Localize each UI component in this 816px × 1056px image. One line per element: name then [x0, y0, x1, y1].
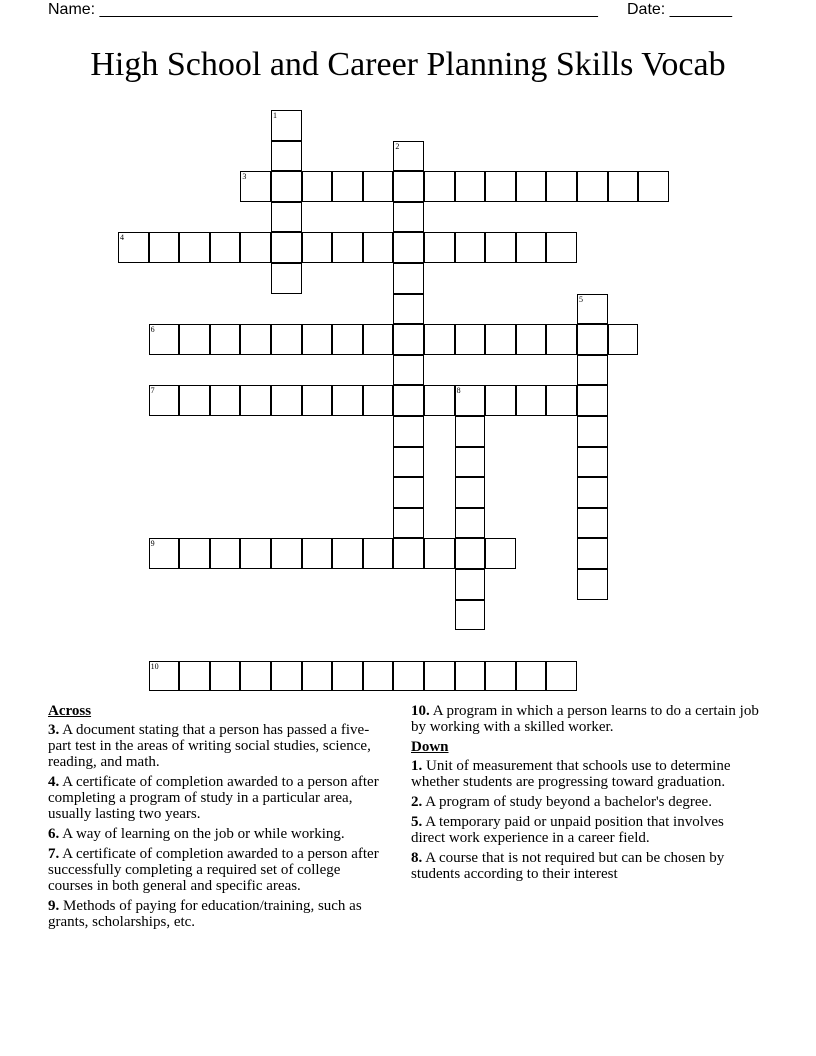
crossword-cell[interactable]: [271, 171, 302, 202]
crossword-cell[interactable]: [546, 661, 577, 692]
crossword-cell[interactable]: [393, 141, 424, 172]
clue-number: 6.: [48, 826, 60, 842]
crossword-cell[interactable]: [179, 661, 210, 692]
crossword-cell[interactable]: [546, 385, 577, 416]
crossword-cell[interactable]: [271, 661, 302, 692]
crossword-cell[interactable]: [271, 385, 302, 416]
crossword-cell[interactable]: [210, 324, 241, 355]
crossword-cell[interactable]: [424, 661, 455, 692]
crossword-cell[interactable]: [363, 324, 394, 355]
crossword-cell[interactable]: [179, 385, 210, 416]
clue-number-label: 9: [150, 539, 155, 549]
down-heading: Down: [411, 739, 449, 755]
crossword-cell[interactable]: [577, 447, 608, 478]
crossword-cell[interactable]: [608, 171, 639, 202]
crossword-cell[interactable]: [271, 110, 302, 141]
crossword-cell[interactable]: [302, 661, 333, 692]
crossword-cell[interactable]: [455, 324, 486, 355]
crossword-cell[interactable]: [393, 232, 424, 263]
clue-text: A program of study beyond a bachelor's degree.: [425, 794, 712, 810]
down-clue-5: [411, 814, 761, 846]
crossword-cell[interactable]: [302, 232, 333, 263]
crossword-cell[interactable]: [393, 538, 424, 569]
across-clue-4: [48, 774, 388, 822]
crossword-cell[interactable]: [455, 416, 486, 447]
clue-number-label: 8: [456, 386, 461, 396]
crossword-cell[interactable]: [393, 202, 424, 233]
clue-text: A program in which a person learns to do a certain job by working with a skilled worker.: [411, 703, 759, 735]
crossword-cell[interactable]: [546, 232, 577, 263]
clue-number: 2.: [411, 794, 423, 810]
crossword-cell[interactable]: [332, 538, 363, 569]
crossword-cell[interactable]: [546, 324, 577, 355]
crossword-cell[interactable]: [393, 263, 424, 294]
crossword-cell[interactable]: [455, 538, 486, 569]
clues-column-right: [411, 703, 761, 886]
clue-text: A temporary paid or unpaid position that involves direct work experience in a career field.: [411, 814, 724, 846]
name-field[interactable]: Name: ________________________________________________________: [48, 1, 598, 18]
clue-number: 8.: [411, 850, 423, 866]
crossword-cell[interactable]: [393, 477, 424, 508]
crossword-cell[interactable]: [455, 447, 486, 478]
crossword-cell[interactable]: [485, 324, 516, 355]
crossword-cell[interactable]: [271, 141, 302, 172]
crossword-cell[interactable]: [424, 385, 455, 416]
clue-text: Unit of measurement that schools use to determine whether students are progressing toward graduation.: [411, 758, 731, 790]
crossword-cell[interactable]: [179, 324, 210, 355]
crossword-cell[interactable]: [240, 661, 271, 692]
crossword-cell[interactable]: [485, 171, 516, 202]
crossword-cell[interactable]: [210, 538, 241, 569]
crossword-cell[interactable]: [210, 661, 241, 692]
page-title: High School and Career Planning Skills Vocab: [90, 46, 726, 83]
crossword-cell[interactable]: [393, 171, 424, 202]
clue-number-label: 7: [150, 386, 155, 396]
crossword-cell[interactable]: [455, 171, 486, 202]
crossword-cell[interactable]: [240, 385, 271, 416]
crossword-cell[interactable]: [363, 661, 394, 692]
crossword-cell[interactable]: [455, 232, 486, 263]
crossword-cell[interactable]: [485, 661, 516, 692]
clue-number-label: 3: [242, 172, 247, 182]
crossword-cell[interactable]: [332, 385, 363, 416]
crossword-cell[interactable]: [638, 171, 669, 202]
clue-text: A certificate of completion awarded to a person after successfully completing a required set of college courses in both general and specific areas.: [48, 846, 379, 894]
crossword-cell[interactable]: [546, 171, 577, 202]
clue-text: A document stating that a person has passed a five-part test in the areas of writing social studies, science, reading, and math.: [48, 722, 371, 770]
clues-column-left: [48, 703, 388, 934]
crossword-cell[interactable]: [149, 324, 180, 355]
crossword-cell[interactable]: [516, 324, 547, 355]
crossword-cell[interactable]: [363, 232, 394, 263]
crossword-cell[interactable]: [577, 294, 608, 325]
clue-number: 3.: [48, 722, 60, 738]
clue-number-label: 1: [273, 111, 277, 120]
clue-number: 10.: [411, 703, 430, 719]
crossword-cell[interactable]: [240, 171, 271, 202]
crossword-cell[interactable]: [240, 232, 271, 263]
crossword-cell[interactable]: [455, 477, 486, 508]
crossword-cell[interactable]: [149, 661, 180, 692]
across-clue-7: [48, 846, 388, 894]
crossword-cell[interactable]: [210, 385, 241, 416]
crossword-cell[interactable]: [149, 538, 180, 569]
down-clue-8: [411, 850, 761, 882]
crossword-cell[interactable]: [210, 232, 241, 263]
crossword-cell[interactable]: [332, 661, 363, 692]
across-clue-9: [48, 898, 388, 930]
crossword-cell[interactable]: [577, 171, 608, 202]
crossword-cell[interactable]: [149, 385, 180, 416]
clue-number: 9.: [48, 898, 60, 914]
crossword-cell[interactable]: [393, 508, 424, 539]
clue-number: 1.: [411, 758, 423, 774]
crossword-cell[interactable]: [363, 538, 394, 569]
across-clue-10: [411, 703, 761, 735]
clue-text: Methods of paying for education/training, such as grants, scholarships, etc.: [48, 898, 362, 930]
crossword-cell[interactable]: [271, 263, 302, 294]
crossword-cell[interactable]: [577, 508, 608, 539]
down-clue-1: [411, 758, 761, 790]
crossword-cell[interactable]: [516, 232, 547, 263]
crossword-cell[interactable]: [455, 661, 486, 692]
crossword-cell[interactable]: [179, 232, 210, 263]
crossword-cell[interactable]: [455, 600, 486, 631]
crossword-cell[interactable]: [393, 294, 424, 325]
crossword-cell[interactable]: [240, 324, 271, 355]
crossword-cell[interactable]: [271, 324, 302, 355]
crossword-cell[interactable]: [302, 324, 333, 355]
crossword-cell[interactable]: [577, 569, 608, 600]
crossword-cell[interactable]: [271, 202, 302, 233]
crossword-cell[interactable]: [302, 538, 333, 569]
crossword-cell[interactable]: [577, 416, 608, 447]
crossword-cell[interactable]: [179, 538, 210, 569]
clue-number-label: 6: [150, 325, 155, 335]
clue-text: A certificate of completion awarded to a person after completing a program of study in a particular area, usually lasting two years.: [48, 774, 379, 822]
crossword-cell[interactable]: [363, 385, 394, 416]
clue-text: A way of learning on the job or while working.: [62, 826, 345, 842]
clue-number-label: 2: [395, 141, 400, 151]
across-heading: Across: [48, 703, 92, 719]
crossword-cell[interactable]: [363, 171, 394, 202]
crossword-cell[interactable]: [577, 538, 608, 569]
crossword-cell[interactable]: [393, 355, 424, 386]
across-clue-6: [48, 826, 388, 842]
crossword-cell[interactable]: [424, 232, 455, 263]
crossword-cell[interactable]: [302, 385, 333, 416]
crossword-cell[interactable]: [240, 538, 271, 569]
crossword-cell[interactable]: [516, 385, 547, 416]
crossword-cell[interactable]: [302, 171, 333, 202]
clue-number: 7.: [48, 846, 60, 862]
crossword-cell[interactable]: [577, 324, 608, 355]
crossword-cell[interactable]: [485, 385, 516, 416]
across-clue-3: [48, 722, 388, 770]
date-field[interactable]: Date: _______: [627, 1, 732, 18]
clue-number-label: 4: [120, 233, 124, 243]
clue-number-label: 5: [579, 294, 583, 304]
crossword-cell[interactable]: [332, 232, 363, 263]
clue-text: A course that is not required but can be chosen by students according to their interest: [411, 850, 725, 882]
crossword-cell[interactable]: [455, 385, 486, 416]
crossword-cell[interactable]: [393, 385, 424, 416]
crossword-cell[interactable]: [424, 538, 455, 569]
crossword-cell[interactable]: [424, 324, 455, 355]
clue-number: 4.: [48, 774, 60, 790]
crossword-cell[interactable]: [485, 538, 516, 569]
crossword-cell[interactable]: [271, 538, 302, 569]
crossword-cell[interactable]: [149, 232, 180, 263]
crossword-cell[interactable]: [577, 477, 608, 508]
clue-number: 5.: [411, 814, 423, 830]
crossword-cell[interactable]: [577, 355, 608, 386]
crossword-cell[interactable]: [455, 508, 486, 539]
crossword-cell[interactable]: [424, 171, 455, 202]
crossword-cell[interactable]: [577, 385, 608, 416]
crossword-cell[interactable]: [608, 324, 639, 355]
clue-number-label: 10: [150, 661, 159, 671]
crossword-cell[interactable]: [393, 447, 424, 478]
crossword-cell[interactable]: [485, 232, 516, 263]
crossword-cell[interactable]: [118, 232, 149, 263]
crossword-cell[interactable]: [332, 324, 363, 355]
crossword-cell[interactable]: [332, 171, 363, 202]
crossword-cell[interactable]: [393, 416, 424, 447]
crossword-cell[interactable]: [393, 324, 424, 355]
down-clue-2: [411, 794, 761, 810]
crossword-cell[interactable]: [393, 661, 424, 692]
crossword-cell[interactable]: [455, 569, 486, 600]
crossword-cell[interactable]: [271, 232, 302, 263]
crossword-cell[interactable]: [516, 171, 547, 202]
crossword-cell[interactable]: [516, 661, 547, 692]
